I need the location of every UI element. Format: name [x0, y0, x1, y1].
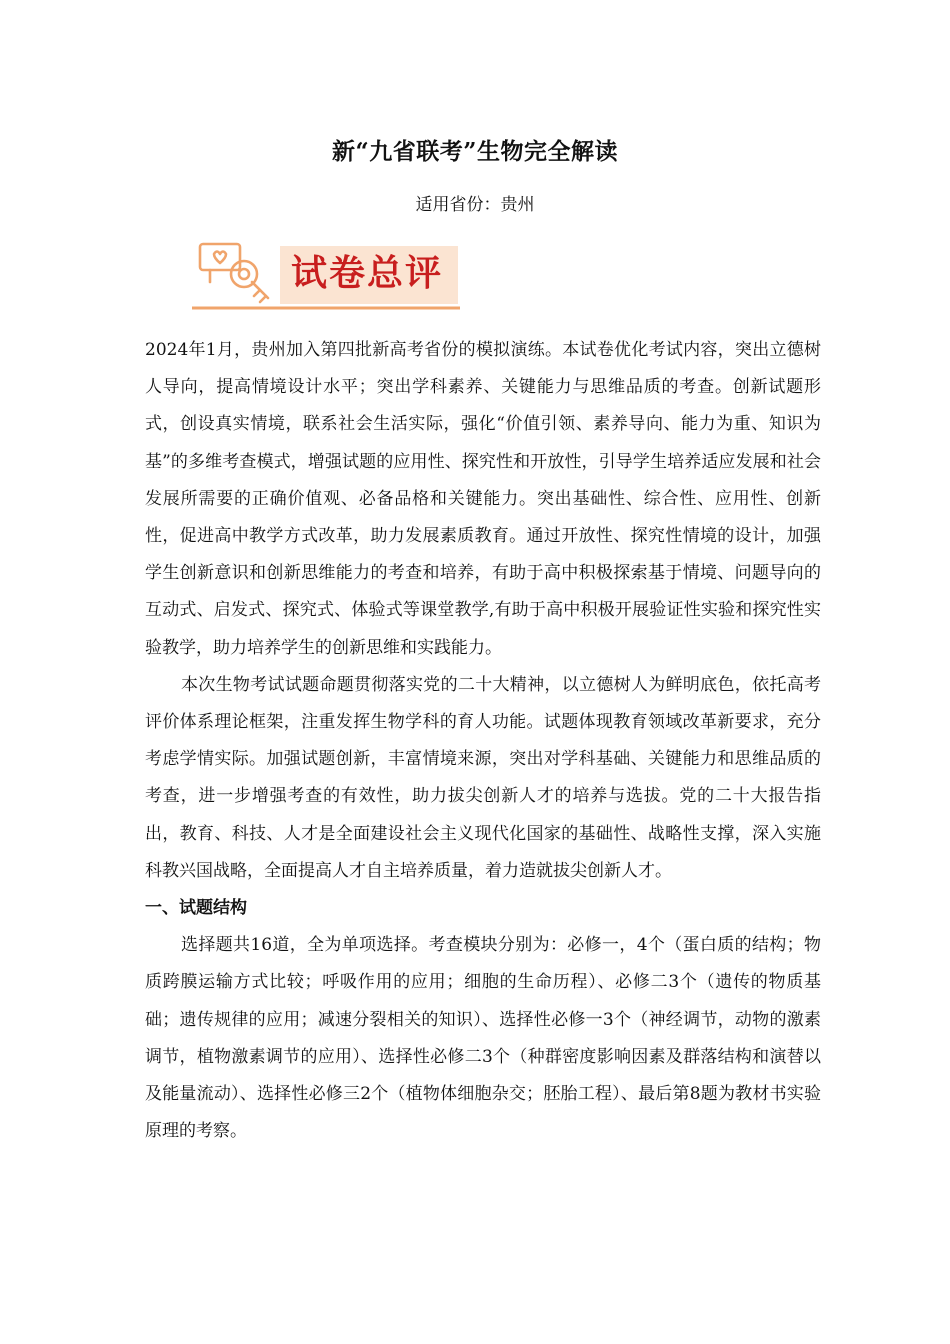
section-heading: 一、试题结构: [145, 898, 247, 919]
paragraph-intro: 2024年1月，贵州加入第四批新高考省份的模拟演练。本试卷优化考试内容，突出立德树人导向，提高情境设计水平；突出学科素养、关键能力与思维品质的考查。创新试题形式，创设真实情境，联系社会生活实际，强化“价值引领、素养导向、能力为重、知识为基”的多维考查模式，增强试题的应用性、探究性和开放性，引导学生培养适应发展和社会发展所需要的正确价值观、必备品格和关键能力。突出基础性、综合性、应用性、创新性，促进高中教学方式改革，助力发展素质教育。通过开放性、探究性情境的设计，加强学生创新意识和创新思维能力的考查和培养，有助于高中积极探索基于情境、问题导向的互动式、启发式、探究式、体验式等课堂教学,有助于高中积极开展验证性实验和探究性实验教学，助力培养学生的创新思维和实践能力。: [145, 340, 821, 658]
page-subtitle: 适用省份：贵州: [415, 195, 535, 215]
paragraph-exam-principles: 本次生物考试试题命题贯彻落实党的二十大精神，以立德树人为鲜明底色，依托高考评价体系理论框架，注重发挥生物学科的育人功能。试题体现教育领域改革新要求，充分考虑学情实际。加强试题创新，丰富情境来源，突出对学科基础、关键能力和思维品质的考查，进一步增强考查的有效性，助力拔尖创新人才的培养与选拔。党的二十大报告指出，教育、科技、人才是全面建设社会主义现代化国家的基础性、战略性支撑，深入实施科教兴国战略，全面提高人才自主培养质量，着力造就拔尖创新人才。: [145, 674, 821, 881]
banner-label: 试卷总评: [290, 253, 443, 294]
page-title: 新“九省联考”生物完全解读: [332, 138, 618, 165]
paragraph-structure: 选择题共16道，全为单项选择。考查模块分别为：必修一，4个（蛋白质的结构；物质跨膜运输方式比较；呼吸作用的应用；细胞的生命历程）、必修二3个（遗传的物质基础；遗传规律的应用；减速分裂相关的知识）、选择性必修一3个（神经调节，动物的激素调节，植物激素调节的应用）、选择性必修二3个（种群密度影响因素及群落结构和演替以及能量流动）、选择性必修三2个（植物体细胞杂交；胚胎工程）、最后第8题为教材书实验原理的考察。: [145, 935, 821, 1142]
document-body: [145, 332, 821, 1150]
heart-key-icon: [200, 244, 268, 302]
section-banner: [192, 236, 464, 312]
